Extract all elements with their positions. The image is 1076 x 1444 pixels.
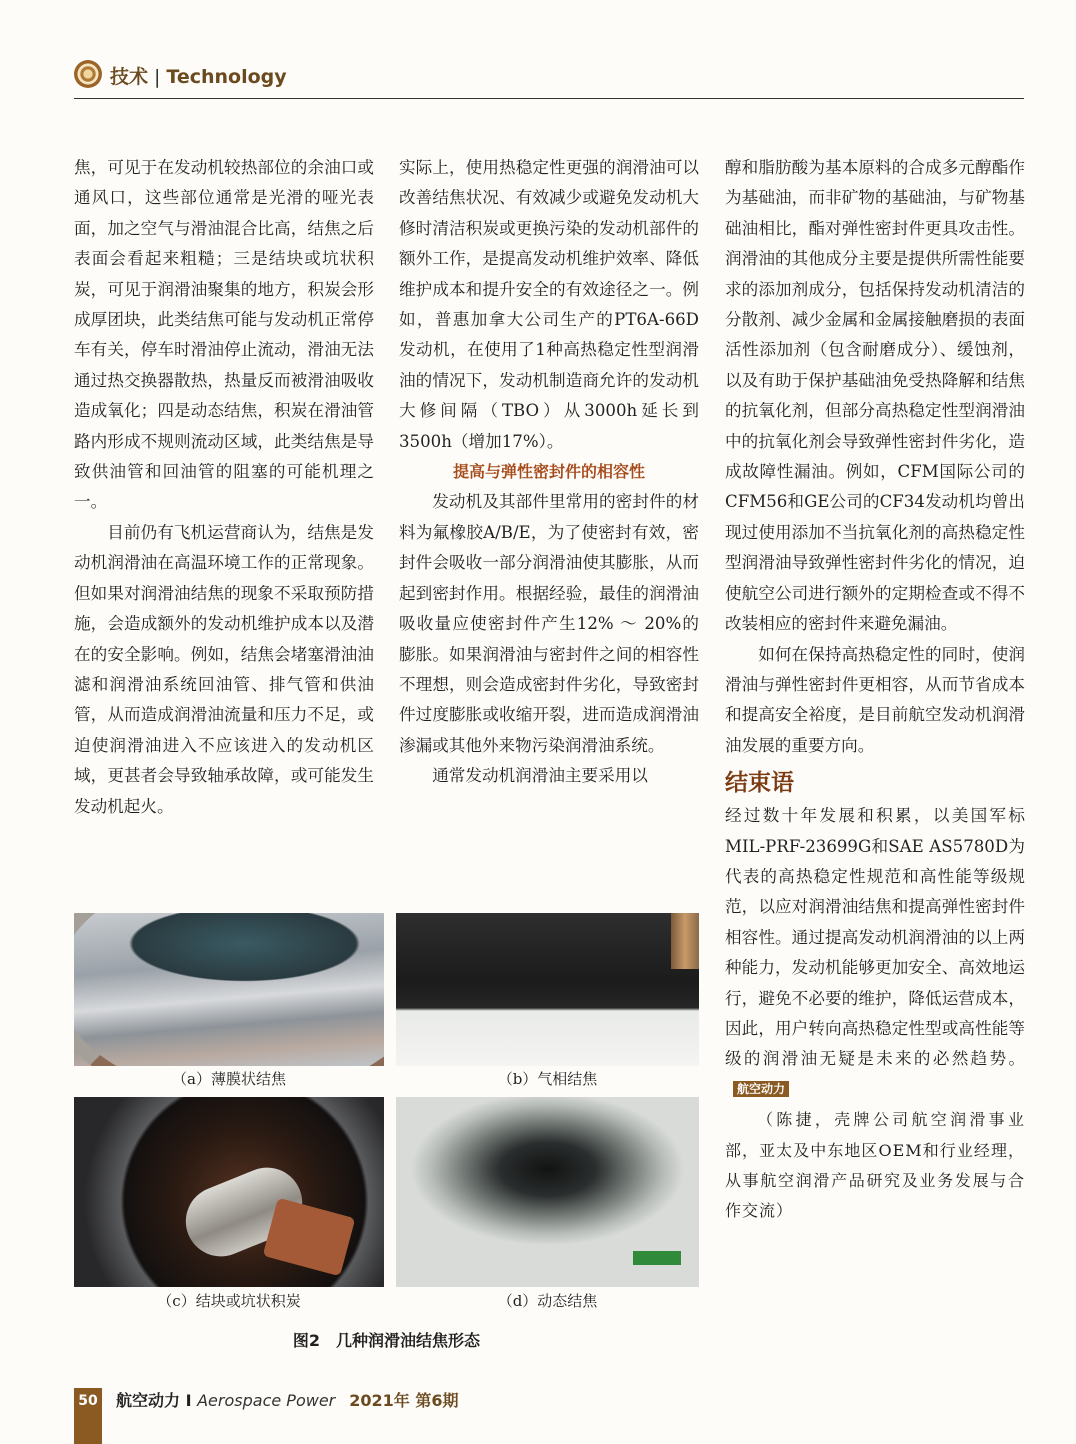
magazine-name-en: Aerospace Power [197,1391,336,1410]
caption-b: （b）气相结焦 [497,1070,598,1088]
footer-divider: I [180,1391,198,1410]
photo-c-rust [263,1198,356,1277]
photo-d-label-tag [633,1251,681,1265]
subheading-seal-compatibility: 提高与弹性密封件的相容性 [452,462,645,482]
photo-lump-coking [74,1097,384,1287]
magazine-logo-icon [74,60,102,88]
magazine-name-cn: 航空动力 [116,1391,181,1410]
page-number: 50 [78,1393,98,1409]
column-2 [399,153,699,792]
photo-vapor-coking [396,913,699,1066]
col2-paragraph-2: 发动机及其部件里常用的密封件的材料为氟橡胶A/B/E，为了使密封有效，密封件会吸收一部分润滑油使其膨胀，从而起到密封作用。根据经验，最佳的润滑油吸收量应使密封件产生12% ～ 20%的膨胀。如果润滑油与密封件之间的相容性不理想，则会造成密封件劣化，导致密封件过度膨胀或收缩开裂，进而造成润滑油渗漏或其他外来物污染润滑油系统。 [399,492,699,755]
col2-paragraph-3: 通常发动机润滑油主要采用以 [432,766,648,786]
page-header [74,58,1024,99]
col2-paragraph-1: 实际上，使用热稳定性更强的润滑油可以改善结焦状况、有效减少或避免发动机大修时清洁积炭或更换污染的发动机部件的额外工作，是提高发动机维护效率、降低维护成本和提升安全的有效途径之一。例如，普惠加拿大公司生产的PT6A-66D发动机，在使用了1种高热稳定性型润滑油的情况下，发动机制造商允许的发动机大修间隔（TBO）从3000h延长到3500h（增加17%）。 [399,158,699,451]
author-info: （陈捷，壳牌公司航空润滑事业部，亚太及中东地区OEM和行业经理，从事航空润滑产品研究及业务发展与合作交流） [725,1110,1025,1221]
photo-film-coking [74,913,384,1066]
photo-a-ring [74,913,384,1066]
caption-c: （c）结块或坑状积炭 [157,1292,301,1310]
section-divider: | [154,66,161,88]
col1-paragraph-1: 焦，可见于在发动机较热部位的余油口或通风口，这些部位通常是光滑的哑光表面，加之空气与滑油混合比高，结焦之后表面会看起来粗糙；三是结块或坑状积炭，可见于润滑油聚集的地方，积炭会形成厚团块，此类结焦可能与发动机正常停车有关，停车时滑油停止流动，滑油无法通过热交换器散热，热量反而被滑油吸收造成氧化；四是动态结焦，积炭在滑油管路内形成不规则流动区域，此类结焦是导致供油管和回油管的阻塞的可能机理之一。 [74,158,374,512]
section-title [110,62,287,89]
photo-b-pipe [671,913,699,969]
column-3 [725,153,1025,1227]
col3-paragraph-1: 醇和脂肪酸为基本原料的合成多元醇酯作为基础油，而非矿物的基础油，与矿物基础油相比，酯对弹性密封件更具攻击性。润滑油的其他成分主要是提供所需性能要求的添加剂成分，包括保持发动机清洁的分散剂、减少金属和金属接触磨损的表面活性添加剂（包含耐磨成分）、缓蚀剂，以及有助于保护基础油免受热降解和结焦的抗氧化剂，但部分高热稳定性型润滑油中的抗氧化剂会导致弹性密封件劣化，造成故障性漏油。例如，CFM国际公司的CFM56和GE公司的CF34发动机均曾出现过使用添加不当抗氧化剂的高热稳定性型润滑油导致弹性密封件劣化的情况，迫使航空公司进行额外的定期检查或不得不改装相应的密封件来避免漏油。 [725,158,1025,634]
conclusion-heading: 结束语 [725,770,794,797]
column-1 [74,153,374,822]
conclusion-text: 经过数十年发展和积累，以美国军标MIL-PRF-23699G和SAE AS5780D为代表的高热稳定性规范和高性能等级规范，以应对润滑油结焦和提高弹性密封件相容性。通过提高发动机润滑油的以上两种能力，发动机能够更加安全、高效地运行，避免不必要的维护，降低运营成本，因此，用户转向高热稳定性型或高性能等级的润滑油无疑是未来的必然趋势。 [725,806,1025,1069]
caption-a: （a）薄膜状结焦 [172,1070,286,1088]
issue-number: 2021年 第6期 [349,1391,459,1410]
caption-d: （d）动态结焦 [497,1292,598,1310]
col1-paragraph-2: 目前仍有飞机运营商认为，结焦是发动机润滑油在高温环境工作的正常现象。但如果对润滑油结焦的现象不采取预防措施，会造成额外的发动机维护成本以及潜在的安全影响。例如，结焦会堵塞滑油油滤和润滑油系统回油管、排气管和供油管，从而造成润滑油流量和压力不足，或迫使润滑油进入不应该进入的发动机区域，更甚者会导致轴承故障，或可能发生发动机起火。 [74,522,374,816]
section-title-cn: 技术 [110,66,149,88]
end-mark: 航空动力 [733,1081,789,1097]
photo-dynamic-coking [396,1097,699,1287]
figure-caption: 图2 几种润滑油结焦形态 [292,1331,481,1350]
page-footer [116,1388,458,1411]
col3-paragraph-2: 如何在保持高热稳定性的同时，使润滑油与弹性密封件更相容，从而节省成本和提高安全裕度，是目前航空发动机润滑油发展的重要方向。 [725,644,1025,755]
page-number-tab [74,1388,102,1444]
section-title-en: Technology [166,66,287,88]
col3-paragraph-3 [725,801,1025,1105]
